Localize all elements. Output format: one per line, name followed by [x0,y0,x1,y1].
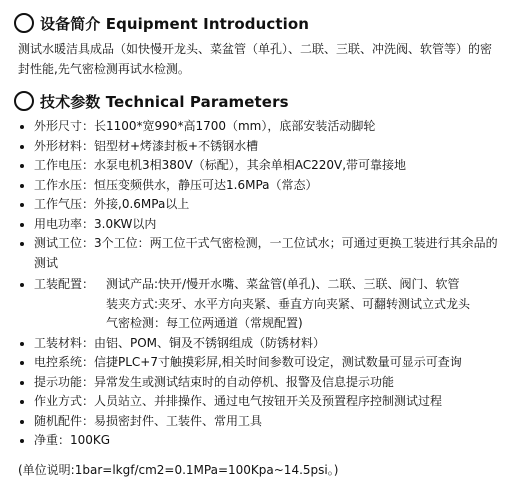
bullet-dot-icon [20,361,24,365]
bullet-dot-icon [20,242,24,246]
list-item: 工作电压：水泵电机3相380V（标配），其余单相AC220V,带可靠接地 [18,156,508,176]
section-heading-intro [14,10,508,36]
list-item: 随机配件：易损密封件、工装件、常用工具 [18,412,508,432]
config-line: 气密检测：每工位两通道（常规配置) [106,316,303,330]
bullet-dot-icon [20,125,24,129]
config-line: 测试产品:快开/慢开水嘴、菜盆管(单孔)、二联、三联、阀门、软管 [106,277,460,291]
bullet-dot-icon [20,164,24,168]
parameter-list [14,117,508,451]
list-item: 净重：100KG [18,431,508,451]
section-title: 设备简介 Equipment Introduction [40,14,310,33]
list-item-config [18,275,508,334]
list-item: 外形材料：铝型材+烤漆封板+不锈钢水槽 [18,137,508,157]
section-heading-params [14,88,508,114]
bullet-dot-icon [20,400,24,404]
list-item: 用电功率：3.0KW以内 [18,215,508,235]
list-item: 工装材料：由铝、POM、铜及不锈钢组成（防锈材料） [18,334,508,354]
bullet-dot-icon [20,439,24,443]
list-item: 外形尺寸：长1100*宽990*高1700（mm），底部安装活动脚轮 [18,117,508,137]
config-lines [94,275,470,334]
config-block [34,275,508,334]
circle-bullet-icon [14,91,34,111]
list-item: 电控系统：信捷PLC+7寸触摸彩屏,相关时间参数可设定，测试数量可显示可查询 [18,353,508,373]
bullet-dot-icon [20,184,24,188]
list-item: 作业方式：人员站立、并排操作、通过电气按钮开关及预置程序控制测试过程 [18,392,508,412]
list-item: 提示功能：异常发生或测试结束时的自动停机、报警及信息提示功能 [18,373,508,393]
circle-bullet-icon [14,13,34,33]
bullet-dot-icon [20,145,24,149]
unit-note: (单位说明:1bar=lkgf/cm2=0.1MPa=100Kpa~14.5psi。) [18,462,339,477]
config-line: 装夹方式:夹牙、水平方向夹紧、垂直方向夹紧、可翻转测试立式龙头 [106,296,471,311]
bullet-dot-icon [20,381,24,385]
bullet-dot-icon [20,342,24,346]
intro-paragraph: 测试水暖洁具成品（如快慢开龙头、菜盆管（单孔）、二联、三联、冲洗阀、软管等）的密封性能,先气密检测再试水检测。 [18,42,493,76]
bullet-dot-icon [20,283,24,287]
bullet-dot-icon [20,223,24,227]
list-item: 工作气压：外接,0.6MPa以上 [18,195,508,215]
list-item: 测试工位：3个工位：两工位干式气密检测，一工位试水；可通过更换工装进行其余品的测试 [18,234,508,273]
bullet-dot-icon [20,203,24,207]
bullet-dot-icon [20,420,24,424]
list-item: 工作水压：恒压变频供水，静压可达1.6MPa（常态） [18,176,508,196]
section-title: 技术参数 Technical Parameters [40,92,289,111]
config-label: 工装配置： [34,277,95,291]
